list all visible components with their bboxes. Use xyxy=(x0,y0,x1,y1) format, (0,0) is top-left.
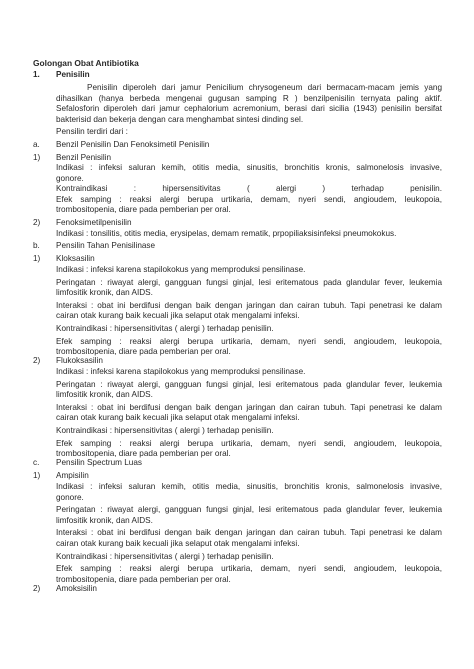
intro-line: Penisilin diperoleh dari jamur Penicilium chrysogeneum dari bermacam-macam jemis yang xyxy=(87,83,442,92)
item-line: Indikasi : infeksi karena stapilokokus yang memproduksi pensilinase. xyxy=(56,265,306,274)
intro-line: bakterisid dan bekerja dengan cara menghambat sintesi dinding sel. xyxy=(56,114,304,124)
subsection-letter: b. xyxy=(33,241,40,250)
subsection-letter: c. xyxy=(33,458,40,467)
subsection-heading: Benzil Penisilin Dan Fenoksimetil Penisilin xyxy=(56,140,210,149)
item-number: 1) xyxy=(33,471,41,480)
item-number: 2) xyxy=(33,584,41,593)
subsection-heading: Pensilin Tahan Penisilinase xyxy=(56,241,156,250)
item-heading: Kloksasilin xyxy=(56,254,95,263)
item-number: 2) xyxy=(33,218,41,227)
item-line: Efek samping : reaksi alergi berupa urtikaria, demam, nyeri sendi, angioudem, leukopoia, xyxy=(56,336,442,346)
item-line: Efek samping : reaksi alergi berupa urtikaria, demam, nyeri sendi, angioudem, leukopoia, xyxy=(56,438,442,448)
item-line: Kontraindikasi : hipersensitivitas ( alergi ) terhadap penisilin. xyxy=(56,184,442,194)
item-body xyxy=(56,367,442,460)
item-line: Peringatan : riwayat alergi, gangguan fungsi ginjal, lesi eritematous pada glandular fever, leukemia xyxy=(56,505,442,515)
item-line: Interaksi : obat ini berdifusi dengan baik dengan jaringan dan cairan tubuh. Tapi penetrasi ke dalam xyxy=(56,528,442,538)
item-body xyxy=(56,482,442,585)
item-line: Indikasi : tonsilitis, otitis media, erysipelas, demam rematik, prpopiliaksisinfeksi pneumokokus. xyxy=(56,229,397,238)
item-number: 1) xyxy=(33,153,41,162)
item-line: Indikasi : infeksi karena stapilokokus yang memproduksi pensilinase. xyxy=(56,367,306,376)
item-body xyxy=(56,163,442,216)
item-line: gonore. xyxy=(56,173,84,183)
intro-line: dihasilkan (hanya berbeda mengenai gugusan samping R ) benzilpenisilin ternyata paling aktif. xyxy=(56,93,442,103)
subsection-heading: Pensilin Spectrum Luas xyxy=(56,458,143,467)
subsection-letter: a. xyxy=(33,140,40,149)
item-body xyxy=(56,265,442,358)
item-line: trombositopenia, diare pada pemberian per oral. xyxy=(56,449,231,459)
item-line: Kontraindikasi : hipersensitivitas ( alergi ) terhadap penisilin. xyxy=(56,551,274,561)
item-line: Indikasi : infeksi saluran kemih, otitis media, sinusitis, bronchitis kronis, salmonelosis invasive, xyxy=(56,482,442,491)
section-number: 1. xyxy=(33,70,40,79)
item-number: 1) xyxy=(33,254,41,263)
item-heading: Ampisilin xyxy=(56,471,89,480)
item-line: limfositik kronik, dan AIDS. xyxy=(56,515,153,525)
item-line: Efek samping : reaksi alergi berupa urtikaria, demam, nyeri sendi, angioudem, leukopoia, xyxy=(56,194,442,204)
intro-paragraph xyxy=(56,83,442,138)
item-heading: Amoksisilin xyxy=(56,584,97,593)
item-line: Interaksi : obat ini berdifusi dengan baik dengan jaringan dan cairan tubuh. Tapi penetrasi ke dalam xyxy=(56,402,442,412)
item-line: Kontraindikasi : hipersensitivitas ( alergi ) terhadap penisilin. xyxy=(56,323,274,333)
item-line: cairan otak kurang baik kecuali jika selaput otak mengalami infeksi. xyxy=(56,538,300,548)
item-heading: Fenoksimetilpenisilin xyxy=(56,218,132,227)
item-line: Peringatan : riwayat alergi, gangguan fungsi ginjal, lesi eritematous pada glandular fever, leukemia xyxy=(56,277,442,287)
item-line: Interaksi : obat ini berdifusi dengan baik dengan jaringan dan cairan tubuh. Tapi penetrasi ke dalam xyxy=(56,300,442,310)
section-heading: Penisilin xyxy=(56,70,90,79)
item-body xyxy=(56,229,442,240)
item-line: trombositopenia, diare pada pemberian per oral. xyxy=(56,574,231,584)
document-title: Golongan Obat Antibiotika xyxy=(33,58,139,68)
item-line: cairan otak kurang baik kecuali jika selaput otak mengalami infeksi. xyxy=(56,413,300,423)
item-heading: Flukoksasilin xyxy=(56,356,103,365)
item-line: Kontraindikasi : hipersensitivitas ( alergi ) terhadap penisilin. xyxy=(56,425,274,435)
item-line: trombositopenia, diare pada pemberian per oral. xyxy=(56,205,231,215)
item-number: 2) xyxy=(33,356,41,365)
intro-line: Sefalosforin diperoleh dari jamur cephalorium acremonium, berasi dari sicilia (1943) penisilin bersifat xyxy=(56,104,442,114)
item-line: cairan otak kurang baik kecuali jika selaput otak mengalami infeksi. xyxy=(56,311,300,321)
item-line: limfositik kronik, dan AIDS. xyxy=(56,288,153,298)
item-line: Efek samping : reaksi alergi berupa urtikaria, demam, nyeri sendi, angioudem, leukopoia, xyxy=(56,564,442,574)
item-heading: Benzil Penisilin xyxy=(56,153,112,162)
item-line: Indikasi : infeksi saluran kemih, otitis media, sinusitis, bronchitis kronis, salmonelosis invasive, xyxy=(56,163,442,172)
intro-line: Pensilin terdiri dari : xyxy=(56,127,128,137)
item-line: limfositik kronik, dan AIDS. xyxy=(56,390,153,400)
item-line: gonore. xyxy=(56,492,84,502)
item-line: Peringatan : riwayat alergi, gangguan fungsi ginjal, lesi eritematous pada glandular fever, leukemia xyxy=(56,379,442,389)
item-line: trombositopenia, diare pada pemberian per oral. xyxy=(56,347,231,357)
